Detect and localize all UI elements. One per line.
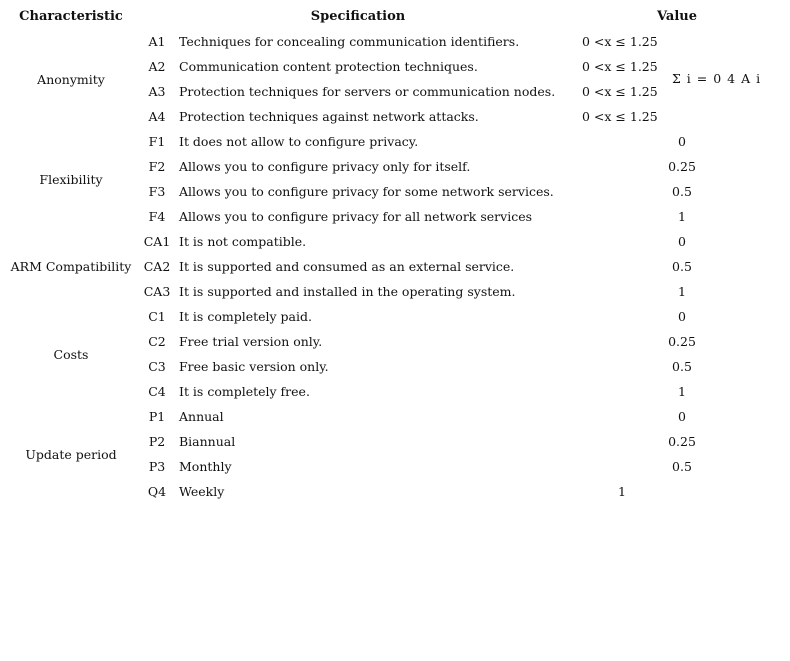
row-value: 0 (678, 409, 686, 424)
row-value: 1 (678, 209, 686, 224)
characteristic-label: Update period (25, 446, 117, 462)
row-value: 0.5 (672, 459, 692, 474)
row-specification: Techniques for concealing communication identifiers. (179, 34, 520, 49)
row-code: C2 (148, 334, 166, 349)
row-code: C4 (148, 384, 166, 399)
row-specification: Free trial version only. (179, 334, 323, 349)
row-value: 1 (618, 484, 626, 499)
row-value-range: 0 <x ≤ 1.25 (582, 84, 658, 99)
row-specification: Free basic version only. (179, 359, 329, 374)
row-value: 0 (678, 234, 686, 249)
row-code: F2 (148, 159, 166, 174)
row-specification: Communication content protection techniques. (179, 59, 478, 74)
row-code: F3 (148, 184, 166, 199)
row-specification: It is completely paid. (179, 309, 312, 324)
row-code: F4 (148, 209, 166, 224)
row-specification: It is supported and consumed as an external service. (179, 259, 515, 274)
row-code: A1 (148, 34, 166, 49)
characteristic-label: Costs (53, 346, 89, 362)
row-specification: It does not allow to configure privacy. (179, 134, 419, 149)
row-value: 1 (678, 284, 686, 299)
row-code: CA1 (143, 234, 171, 249)
row-value: 0 (678, 309, 686, 324)
row-value: 0.5 (672, 259, 692, 274)
row-specification: Monthly (179, 459, 232, 474)
characteristic-label: Anonymity (37, 71, 105, 87)
row-specification: It is supported and installed in the operating system. (179, 284, 516, 299)
row-code: A3 (148, 84, 166, 99)
row-specification: Protection techniques for servers or communication nodes. (179, 84, 556, 99)
row-value: 0.25 (668, 334, 696, 349)
header-specification: Specification (310, 9, 406, 24)
row-value: 1 (678, 384, 686, 399)
row-code: C3 (148, 359, 166, 374)
row-specification: Weekly (179, 484, 225, 499)
characteristic-label: Flexibility (39, 171, 103, 187)
row-code: CA3 (143, 284, 171, 299)
row-value-range: 0 <x ≤ 1.25 (582, 109, 658, 124)
row-code: CA2 (143, 259, 171, 274)
row-code: Q4 (147, 484, 167, 499)
row-specification: It is completely free. (179, 384, 310, 399)
row-value-range: 0 <x ≤ 1.25 (582, 34, 658, 49)
header-value: Value (657, 9, 697, 24)
row-code: P3 (148, 459, 166, 474)
row-value: 0.5 (672, 184, 692, 199)
row-code: A4 (148, 109, 166, 124)
row-code: A2 (148, 59, 166, 74)
row-value: 0.5 (672, 359, 692, 374)
row-specification: Allows you to configure privacy only for itself. (179, 159, 471, 174)
row-value: 0.25 (668, 159, 696, 174)
sum-formula: Σ i = 0 4 A i (672, 71, 762, 86)
row-code: F1 (148, 134, 166, 149)
row-code: P2 (148, 434, 166, 449)
characteristic-label: ARM Compatibility (10, 259, 132, 274)
row-specification: Annual (179, 409, 224, 424)
row-value: 0.25 (668, 434, 696, 449)
row-specification: Protection techniques against network attacks. (179, 109, 479, 124)
row-value: 0 (678, 134, 686, 149)
row-specification: Allows you to configure privacy for some network services. (179, 184, 554, 199)
row-code: C1 (148, 309, 166, 324)
row-specification: Biannual (179, 434, 236, 449)
row-value-range: 0 <x ≤ 1.25 (582, 59, 658, 74)
header-characteristic: Characteristic (19, 9, 123, 24)
row-code: P1 (148, 409, 166, 424)
row-specification: It is not compatible. (179, 234, 307, 249)
row-specification: Allows you to configure privacy for all network services (179, 209, 533, 224)
